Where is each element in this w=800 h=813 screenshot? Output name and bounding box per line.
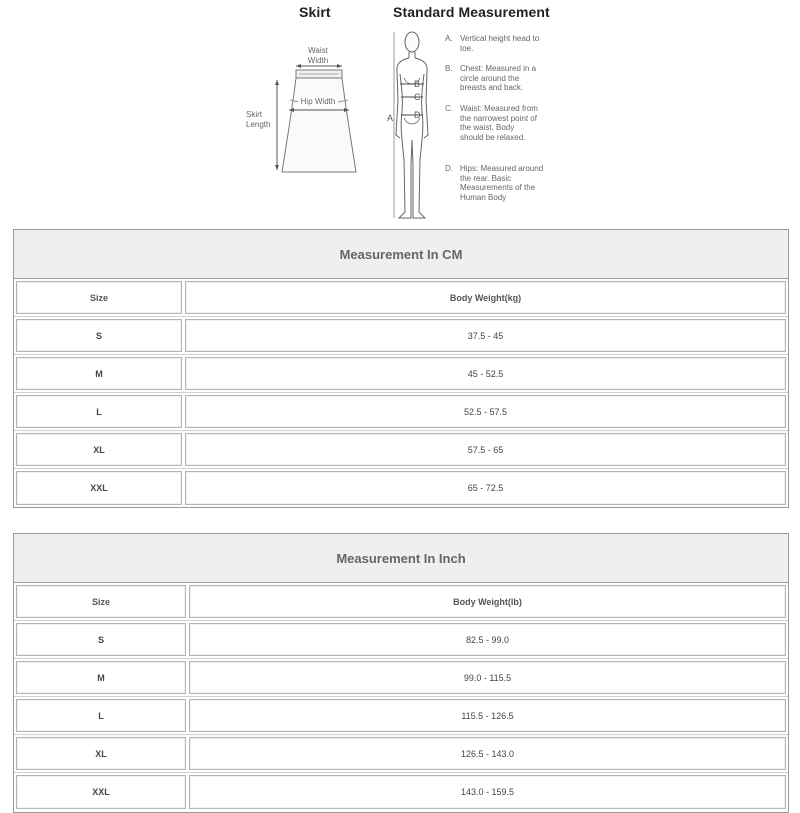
skirt-illustration [275, 64, 356, 172]
cm-header-size: Size [16, 281, 182, 314]
note-d-letter: D. [445, 164, 453, 173]
diagram-drawing [0, 0, 800, 228]
table-row [14, 735, 788, 773]
cm-table-title: Measurement In CM [14, 230, 788, 279]
weight-cell: 143.0 - 159.5 [189, 775, 786, 809]
cm-size-table [13, 229, 789, 508]
size-cell: S [16, 319, 182, 352]
note-d-text: Hips: Measured around the rear. Basic Measurements of the Human Body [460, 164, 544, 202]
skirt-title: Skirt [299, 4, 331, 20]
body-letter-a: A [387, 113, 394, 123]
weight-cell: 126.5 - 143.0 [189, 737, 786, 770]
table-row [14, 469, 788, 507]
size-cell: L [16, 395, 182, 428]
table-row [14, 621, 788, 659]
size-cell: XXL [16, 775, 186, 809]
weight-cell: 82.5 - 99.0 [189, 623, 786, 656]
weight-cell: 45 - 52.5 [185, 357, 786, 390]
table-row [14, 659, 788, 697]
body-letter-b: B [414, 79, 421, 89]
table-row [14, 317, 788, 355]
skirt-length-label: Skirt Length [246, 110, 271, 129]
hip-width-label: Hip Width [298, 97, 338, 107]
waist-width-label: Waist Width [307, 46, 329, 65]
size-cell: XL [16, 737, 186, 770]
note-c-text: Waist: Measured from the narrowest point of the waist. Body should be relaxed. [460, 104, 538, 142]
size-cell: M [16, 357, 182, 390]
measurement-diagram [0, 0, 800, 228]
note-c-letter: C. [445, 104, 453, 113]
weight-cell: 57.5 - 65 [185, 433, 786, 466]
cm-header-weight: Body Weight(kg) [185, 281, 786, 314]
table-row [14, 393, 788, 431]
inch-size-table [13, 533, 789, 813]
body-letter-d: D [414, 110, 421, 120]
size-cell: L [16, 699, 186, 732]
note-a-text: Vertical height head to toe. [460, 34, 540, 53]
size-cell: XXL [16, 471, 182, 505]
size-cell: XL [16, 433, 182, 466]
weight-cell: 37.5 - 45 [185, 319, 786, 352]
table-row [14, 697, 788, 735]
weight-cell: 65 - 72.5 [185, 471, 786, 505]
table-row [14, 355, 788, 393]
inch-table-title: Measurement In Inch [14, 534, 788, 583]
body-figure-illustration [394, 32, 428, 218]
note-b-letter: B. [445, 64, 453, 73]
size-cell: S [16, 623, 186, 656]
inch-header-size: Size [16, 585, 186, 618]
size-cell: M [16, 661, 186, 694]
inch-header-weight: Body Weight(lb) [189, 585, 786, 618]
cm-table-header-row [14, 279, 788, 317]
weight-cell: 115.5 - 126.5 [189, 699, 786, 732]
table-row [14, 773, 788, 811]
standard-measurement-title: Standard Measurement [393, 4, 550, 20]
note-a-letter: A. [445, 34, 453, 43]
weight-cell: 99.0 - 115.5 [189, 661, 786, 694]
inch-table-header-row [14, 583, 788, 621]
body-letter-c: C [414, 92, 421, 102]
table-row [14, 431, 788, 469]
note-b-text: Chest: Measured in a circle around the breasts and back. [460, 64, 537, 93]
weight-cell: 52.5 - 57.5 [185, 395, 786, 428]
